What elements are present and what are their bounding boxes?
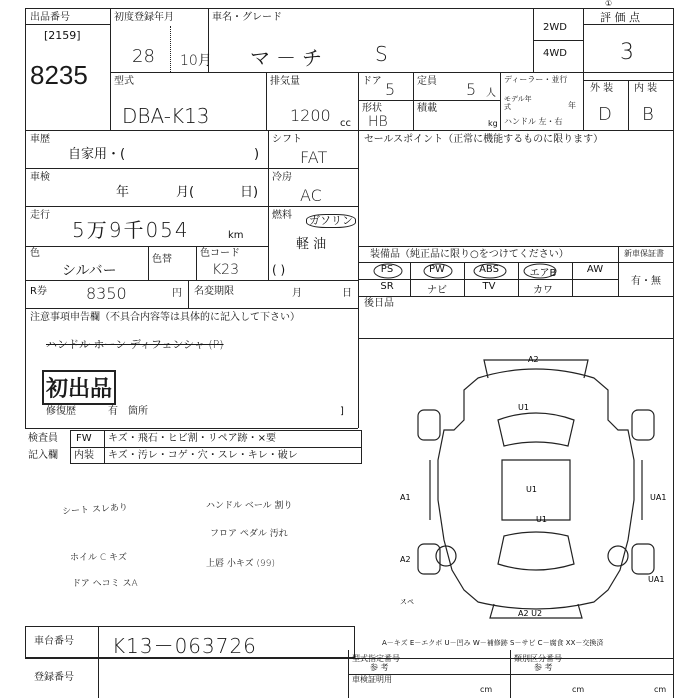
equip-ps: PS <box>380 264 394 275</box>
recycle-value: 8350 <box>86 284 127 303</box>
shift-label: シフト <box>272 134 302 145</box>
drive-4wd: 4WD <box>543 48 567 59</box>
repair-value: 有 <box>108 406 118 417</box>
lot-sub: [2159] <box>44 29 81 42</box>
color-code-value: K23 <box>212 262 239 278</box>
rule <box>618 246 619 296</box>
circle-pw <box>424 264 452 278</box>
note-handle: ハンドル ベール 割り <box>206 501 293 511</box>
rule <box>25 168 358 169</box>
mark-roof: U1 <box>526 485 537 494</box>
repair-place: 箇所 <box>128 406 148 417</box>
mark-trunk: U1 <box>536 515 547 524</box>
rule <box>358 130 359 338</box>
rule <box>25 24 110 25</box>
model-name: マ－チ <box>250 46 328 70</box>
first-reg-label: 初度登録年月 <box>114 12 174 23</box>
rule <box>148 246 149 280</box>
lot-number: 8235 <box>30 60 88 90</box>
fuel-gasoline: ガソリン <box>306 214 356 228</box>
rule <box>25 428 358 429</box>
drive-2wd: 2WD <box>543 22 567 33</box>
rule <box>110 72 673 73</box>
equip-abs: ABS <box>479 264 499 275</box>
title-change-month: 月 <box>292 288 302 299</box>
history-close: ) <box>254 147 260 162</box>
inspection-day: 日) <box>240 185 259 200</box>
exterior-label: 外 装 <box>590 83 614 94</box>
ac-value: AC <box>300 186 322 205</box>
history-label: 車歴 <box>30 134 50 145</box>
rule <box>110 8 111 130</box>
mileage-value: 5万9千054 <box>72 218 190 242</box>
title-change-day: 日 <box>342 288 352 299</box>
rule <box>583 8 584 130</box>
mark-rear: A2 U2 <box>518 609 543 618</box>
rule <box>358 308 359 428</box>
rule <box>196 246 197 280</box>
rule <box>170 26 171 72</box>
rule <box>500 72 501 130</box>
year-unit: 年 <box>568 101 576 110</box>
rule <box>358 296 673 297</box>
note-door: ドア ヘコミ スA <box>72 579 138 589</box>
fw-items: キズ・飛石・ヒビ割・リペア跡・×要 <box>108 433 276 444</box>
mileage-unit: km <box>228 230 244 241</box>
capacity-label: 定員 <box>417 76 437 87</box>
rule <box>358 72 359 130</box>
note-floor: フロア ペダル 汚れ <box>210 529 288 539</box>
rule <box>25 130 673 131</box>
reference-2: 参 考 <box>534 663 553 672</box>
dealer-label: ディーラー・並行 <box>504 75 568 84</box>
equip-tv: TV <box>482 281 496 292</box>
circle-abs <box>474 264 506 278</box>
rule <box>98 626 99 698</box>
note-lip: 上唇 小キズ (99) <box>206 559 276 569</box>
top-corner: ① <box>605 0 613 8</box>
mark-front: A2 <box>528 355 539 364</box>
cc-unit: cc <box>340 118 351 129</box>
rule <box>25 206 358 207</box>
entry-label: 記入欄 <box>28 450 58 461</box>
shape: HB <box>368 114 388 130</box>
rule <box>358 338 673 339</box>
repaint-label: 色替 <box>152 254 172 265</box>
rule <box>358 246 673 247</box>
cm-3: cm <box>654 685 667 694</box>
grade: S <box>375 42 388 66</box>
rule <box>628 80 629 130</box>
caution-value: ハンドル ホーン ディフェンシャ (P) <box>46 338 224 351</box>
mark-right: UA1 <box>650 493 667 502</box>
rule <box>358 100 500 101</box>
title-change-label: 名変期限 <box>194 286 234 297</box>
caution-label: 注意事項申告欄（不具合内容等は具体的に記入して下さい） <box>30 312 300 323</box>
rule <box>413 72 414 130</box>
circle-ps <box>374 264 402 278</box>
first-listing: 初出品 <box>42 370 116 405</box>
equip-leather: カワ <box>533 285 553 296</box>
rule <box>104 430 105 464</box>
exterior-score: D <box>598 104 612 125</box>
recycle-label: R券 <box>30 286 47 297</box>
rule <box>70 447 362 448</box>
mileage-label: 走行 <box>30 210 50 221</box>
first-reg-year: 28 <box>132 46 155 67</box>
rule <box>188 280 189 308</box>
interior-score: B <box>642 104 654 125</box>
model-code-label: 型式 <box>114 76 134 87</box>
color-label: 色 <box>30 248 40 259</box>
inspection-year: 年 <box>116 185 130 200</box>
after-label: 後日品 <box>364 298 394 309</box>
chassis-value: K13－063726 <box>112 634 257 658</box>
fuel-diesel: 軽 油 <box>296 237 327 252</box>
warranty-label: 新車保証書 <box>624 249 664 258</box>
rule <box>533 40 583 41</box>
warranty-value: 有・無 <box>631 276 661 287</box>
rule <box>268 130 269 280</box>
type-label: 型式指定番号 <box>352 654 400 663</box>
model-year-label: モデル年式 <box>504 95 532 111</box>
capacity: 5 <box>466 80 477 99</box>
mark-right-rear: UA1 <box>648 575 665 584</box>
load-label: 積載 <box>417 103 437 114</box>
interior-cond-items: キズ・汚レ・コゲ・穴・スレ・キレ・破レ <box>108 450 298 461</box>
mark-hood: U1 <box>518 403 529 412</box>
class-label: 類別区分番号 <box>514 654 562 663</box>
repair-label: 修復歴 <box>46 406 76 417</box>
sales-point-label: セールスポイント（正常に機能するものに限ります） <box>364 134 604 145</box>
displacement: 1200 <box>290 106 331 125</box>
rule <box>25 280 358 281</box>
inspection-label: 車検 <box>30 172 50 183</box>
equipment-label: 装備品（純正品に限り○をつけてください） <box>370 249 569 260</box>
model-name-label: 車名・グレード <box>212 12 282 23</box>
equip-sr: SR <box>380 281 394 292</box>
equip-navi: ナビ <box>427 285 447 296</box>
handle-label: ハンドル 左・右 <box>504 117 563 126</box>
note-seat: シート スレあり <box>61 502 129 518</box>
doors-label: ドア <box>362 76 382 87</box>
interior-cond-label: 内装 <box>74 450 94 461</box>
first-reg-month: 10月 <box>180 53 212 69</box>
equip-aw: AW <box>586 264 604 275</box>
rule <box>25 308 358 309</box>
cm-1: cm <box>480 685 493 694</box>
model-code: DBA-K13 <box>122 104 210 128</box>
equip-pw: PW <box>429 264 445 275</box>
fuel-label: 燃料 <box>272 210 292 221</box>
rule <box>25 658 673 659</box>
rule <box>348 674 673 675</box>
grade-score: 3 <box>620 40 634 65</box>
rule <box>266 72 267 130</box>
capacity-unit: 人 <box>486 88 496 99</box>
repair-close: ] <box>340 406 344 417</box>
equip-airbag: エアB <box>529 268 557 279</box>
rule <box>25 8 673 9</box>
mark-spare: スペ <box>400 598 414 606</box>
inspector-label: 検査員 <box>28 433 58 444</box>
shape-label: 形状 <box>362 103 382 114</box>
interior-label: 内 装 <box>634 83 658 94</box>
size-label: 車検証明用 <box>352 675 392 684</box>
diagram-legend: A－キズ E－エクボ U－凹み W－補修跡 S－サビ C－腐食 XX－交換済 <box>382 639 604 647</box>
doors: 5 <box>385 80 396 99</box>
recycle-unit: 円 <box>172 288 182 299</box>
circle-airbag <box>524 264 556 278</box>
shift-value: FAT <box>300 148 328 167</box>
equip-circles <box>358 262 618 282</box>
mark-left-rear: A2 <box>400 555 411 564</box>
color-code-label: 色コード <box>200 248 240 259</box>
mark-left: A1 <box>400 493 411 502</box>
grade-score-label: 評 価 点 <box>600 11 640 24</box>
rule <box>583 24 673 25</box>
reference-1: 参 考 <box>370 663 389 672</box>
note-wheel: ホイル C キズ <box>70 553 127 563</box>
car-diagram <box>398 350 674 622</box>
reg-label: 登録番号 <box>34 672 74 683</box>
history-value: 自家用・( <box>68 147 126 162</box>
inspection-month: 月( <box>176 185 195 200</box>
lot-label: 出品番号 <box>30 12 70 23</box>
color-value: シルバー <box>62 263 117 279</box>
kg-unit: kg <box>488 119 498 128</box>
rule <box>25 8 26 428</box>
ac-label: 冷房 <box>272 172 292 183</box>
color-paren: ( ) <box>272 263 286 277</box>
displacement-label: 排気量 <box>270 76 300 87</box>
fw-label: FW <box>76 433 92 444</box>
chassis-label: 車台番号 <box>34 636 74 647</box>
rule <box>25 246 268 247</box>
cm-2: cm <box>572 685 585 694</box>
